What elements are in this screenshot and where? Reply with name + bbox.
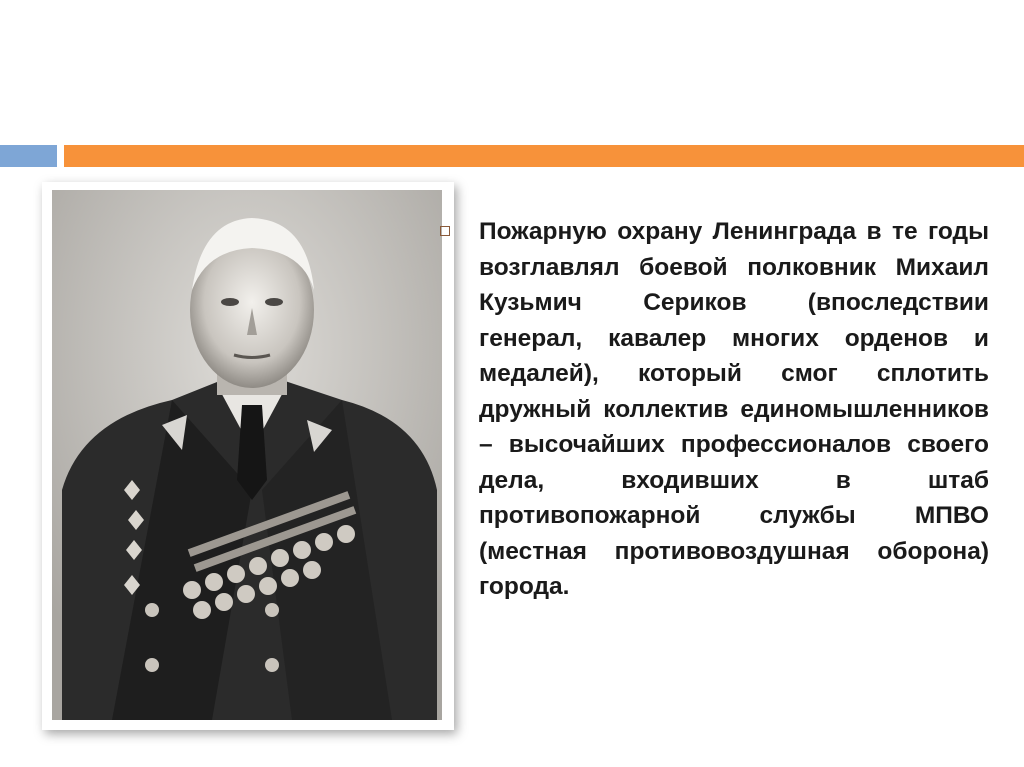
accent-bar-orange xyxy=(64,145,1024,167)
accent-bar-blue xyxy=(0,145,57,167)
body-paragraph: Пожарную охрану Ленинграда в те годы возглавлял боевой полковник Михаил Кузьмич Сериков (впоследствии генерал, кавалер многих орденов и медалей), который смог сплотить дружный коллектив единомышленников – высочайших профессионалов своего дела, входивших в штаб противопожарной службы МПВО (местная противовоздушная оборона) города. xyxy=(479,218,989,600)
photo-frame xyxy=(42,182,454,730)
square-bullet-icon xyxy=(440,226,450,236)
text-block xyxy=(440,214,992,605)
portrait-illustration xyxy=(52,190,442,720)
portrait-photo xyxy=(52,190,442,720)
